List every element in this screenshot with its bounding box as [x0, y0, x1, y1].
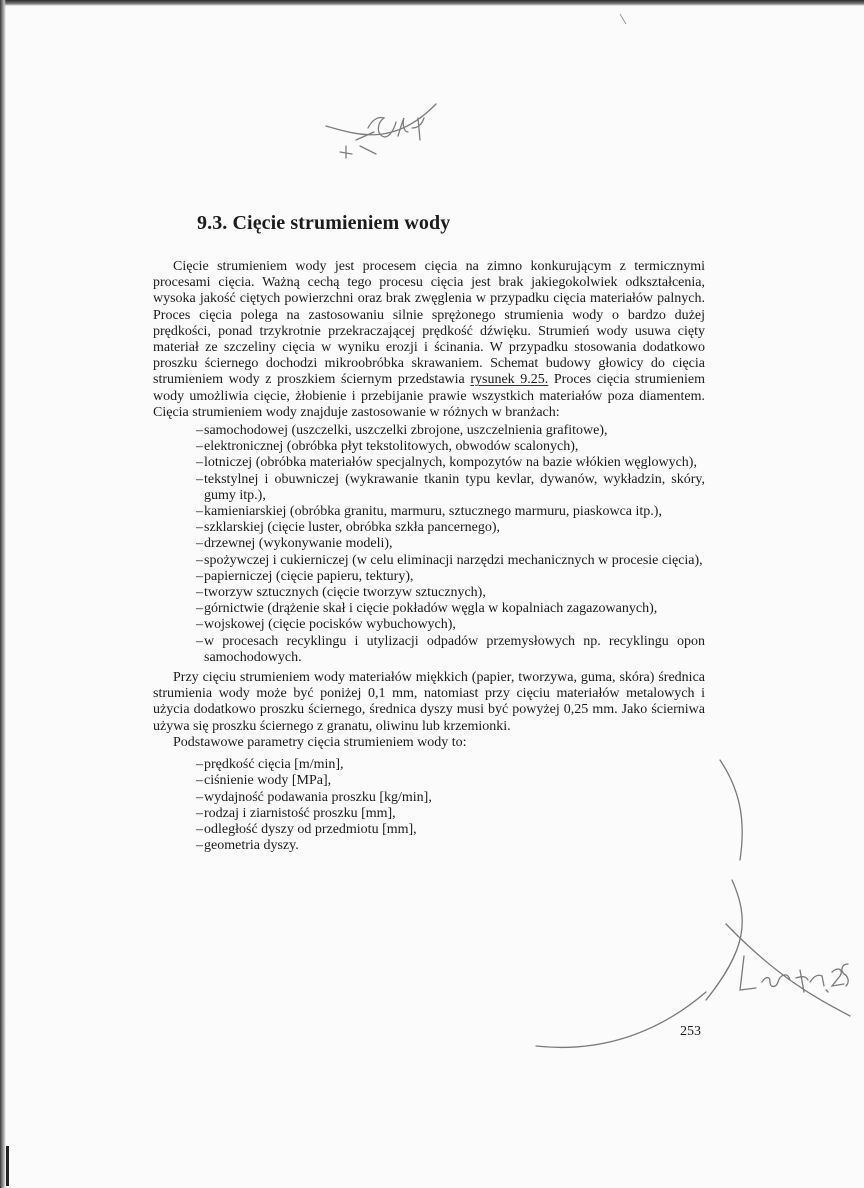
handwritten-top-note	[326, 104, 436, 158]
page-body	[153, 212, 705, 858]
list-item: – spożywczej i cukierniczej (w celu eliminacji narzędzi mechanicznych w procesie cięcia),	[153, 553, 705, 569]
list-item: – szklarskiej (cięcie luster, obróbka szkła pancernego),	[153, 520, 705, 536]
intro-text-after: Proces cięcia strumieniem wody umożliwia cięcie, żłobienie i przebijanie prawie wszystkich materiałów poza diamentem. Cięcia strumieniem wody znajduje zastosowanie w różnych w branżach:	[153, 372, 705, 420]
list-item: – elektronicznej (obróbka płyt tekstolitowych, obwodów scalonych),	[153, 439, 705, 455]
figure-reference: rysunek 9.25.	[470, 372, 549, 388]
abrasive-paragraph: Przy cięciu strumieniem wody materiałów miękkich (papier, tworzywa, guma, skóra) średnica strumienia wody może być poniżej 0,1 mm, natomiast przy cięciu materiałów metalowych i użycia dodatkowo proszku ściernego, średnica dyszy musi być powyżej 0,25 mm. Jako ścierniwa używa się proszku ściernego z granatu, oliwinu lub krzemionki.	[153, 670, 705, 734]
list-item: – wojskowej (cięcie pocisków wybuchowych),	[153, 617, 705, 633]
list-item: – drzewnej (wykonywanie modeli),	[153, 536, 705, 552]
page-number: 253	[680, 1024, 701, 1039]
list-item: – tworzyw sztucznych (cięcie tworzyw sztucznych),	[153, 585, 705, 601]
list-item: – rodzaj i ziarnistość proszku [mm],	[153, 806, 705, 822]
parameters-intro: Podstawowe parametry cięcia strumieniem wody to:	[173, 734, 467, 750]
list-item: – w procesach recyklingu i utylizacji odpadów przemysłowych np. recyklingu opon samochodowych.	[153, 634, 705, 666]
section-title: 9.3. Cięcie strumieniem wody	[197, 212, 451, 234]
list-item: – tekstylnej i obuwniczej (wykrawanie tkanin typu kevlar, dywanów, wykładzin, skóry, gumy itp.),	[153, 472, 705, 504]
intro-text-before: Cięcie strumieniem wody jest procesem cięcia na zimno konkurującym z termicznymi procesami cięcia. Ważną cechą tego procesu cięcia jest brak jakiegokolwiek odkształcenia, wysoka jakość ciętych powierzchni oraz brak zwęglenia w przypadku cięcia materiałów palnych. Proces cięcia polega na zastosowaniu silnie sprężonego strumienia wody o bardzo dużej prędkości, ponad trzykrotnie przekraczającej prędkość dźwięku. Strumień wody usuwa cięty materiał ze szczeliny cięcia w wyniku erozji i ścinania. W przypadku stosowania dodatkowo proszku ściernego dochodzi mikroobróbka skrawaniem. Schemat budowy głowicy do cięcia strumieniem wody z proszkiem ściernym przedstawia	[153, 259, 705, 388]
intro-paragraph	[153, 259, 705, 421]
pencil-doodle	[620, 14, 626, 24]
list-item: – wydajność podawania proszku [kg/min],	[153, 790, 705, 806]
industries-list	[153, 423, 705, 666]
list-item: – ciśnienie wody [MPa],	[153, 773, 705, 789]
list-item: – prędkość cięcia [m/min],	[153, 757, 705, 773]
scan-left-edge	[0, 0, 6, 1188]
list-item: – górnictwie (drążenie skał i cięcie pokładów węgla w kopalniach zagazowanych),	[153, 601, 705, 617]
scan-edge-mark	[6, 1146, 9, 1186]
list-item: – papierniczej (cięcie papieru, tektury),	[153, 569, 705, 585]
list-item: – lotniczej (obróbka materiałów specjalnych, kompozytów na bazie włókien węglowych),	[153, 455, 705, 471]
list-item: – kamieniarskiej (obróbka granitu, marmuru, sztucznego marmuru, piaskowca itp.),	[153, 504, 705, 520]
list-item: – samochodowej (uszczelki, uszczelki zbrojone, uszczelnienia grafitowe),	[153, 423, 705, 439]
parameters-list	[153, 757, 705, 854]
list-item: – geometria dyszy.	[153, 838, 705, 854]
list-item: – odległość dyszy od przedmiotu [mm],	[153, 822, 705, 838]
scan-top-edge	[0, 0, 864, 6]
